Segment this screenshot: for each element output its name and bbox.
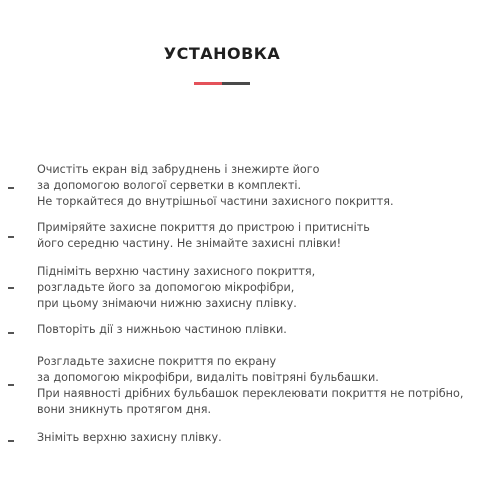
step-line: Повторіть дії з нижньою частиною плівки. xyxy=(37,323,287,336)
step-line: при цьому знімаючи нижню захисну плівку. xyxy=(37,297,297,310)
step-line: Зніміть верхню захисну плівку. xyxy=(37,431,222,444)
step-line: Розгладьте захисне покриття по екрану xyxy=(37,355,277,368)
step-line: вони зникнуть протягом дня. xyxy=(37,403,212,416)
step-text xyxy=(37,430,497,446)
step-line: Очистіть екран від забруднень і знежирте його xyxy=(37,163,320,176)
step-line: за допомогою мікрофібри, видаліть повітряні бульбашки. xyxy=(37,371,379,384)
bullet-dash-icon xyxy=(8,287,14,289)
step-line: Не торкайтеся до внутрішньої частини захисного покриття. xyxy=(37,195,394,208)
bullet-dash-icon xyxy=(8,384,14,386)
step-line: його середню частину. Не знімайте захисні плівки! xyxy=(37,237,342,250)
bullet-dash-icon xyxy=(8,236,14,238)
step-text xyxy=(37,354,497,418)
step-text xyxy=(37,162,497,210)
bullet-dash-icon xyxy=(8,187,14,189)
step-line: за допомогою вологої серветки в комплекті. xyxy=(37,179,302,192)
step-line: Приміряйте захисне покриття до пристрою і притисніть xyxy=(37,221,370,234)
step-line: При наявності дрібних бульбашок переклеювати покриття не потрібно, xyxy=(37,387,464,400)
page-title: УСТАНОВКА xyxy=(163,44,281,63)
step-text xyxy=(37,264,497,312)
step-line: Підніміть верхню частину захисного покриття, xyxy=(37,265,316,278)
bullet-dash-icon xyxy=(8,332,14,334)
step-text xyxy=(37,322,497,338)
step-text xyxy=(37,220,497,252)
step-line: розгладьте його за допомогою мікрофібри, xyxy=(37,281,295,294)
bullet-dash-icon xyxy=(8,440,14,442)
